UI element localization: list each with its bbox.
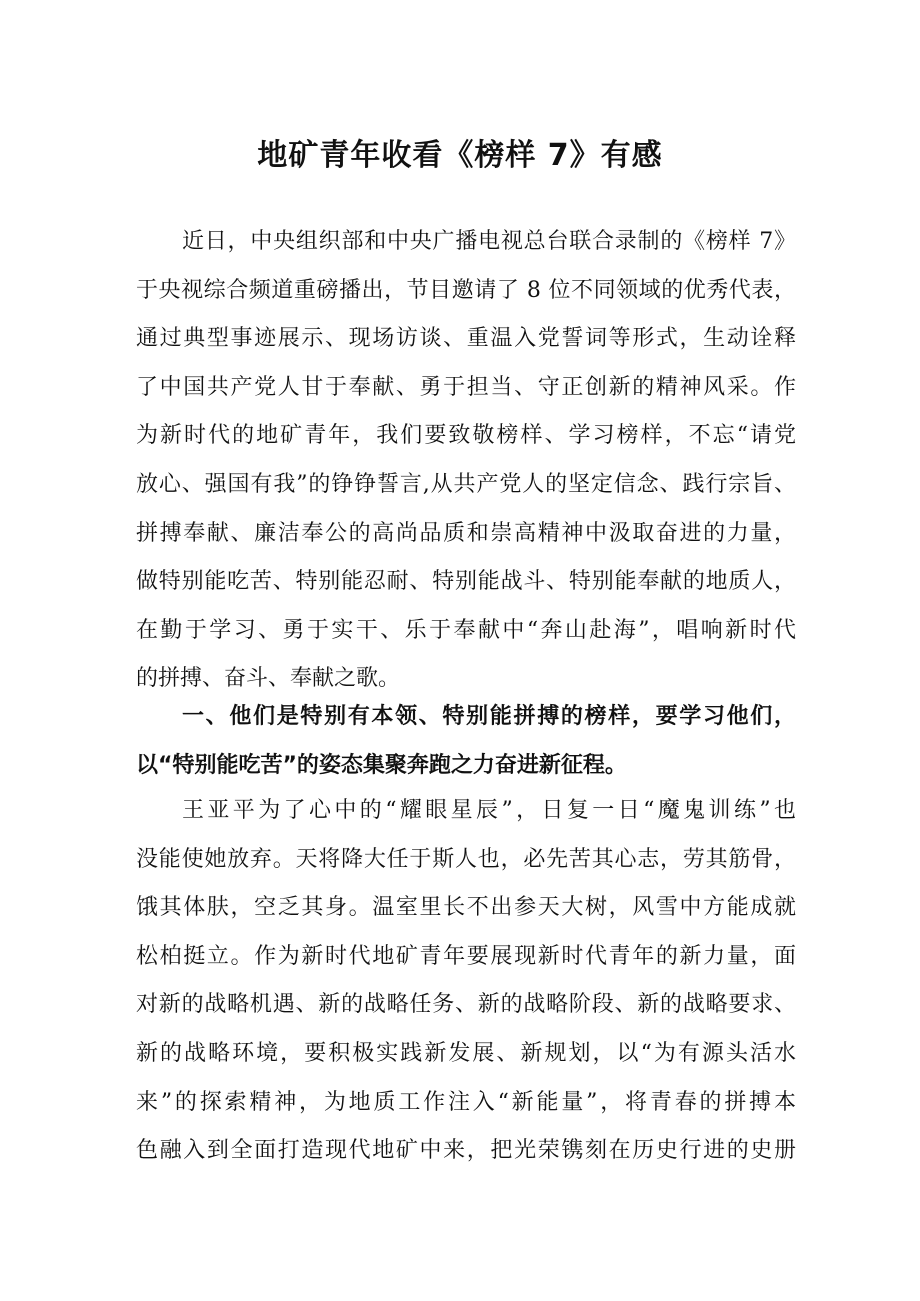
section-paragraph xyxy=(136,787,796,1176)
paragraph-line: 拼搏奉献、廉洁奉公的高尚品质和崇高精神中汲取奋进的力量， xyxy=(136,520,796,546)
paragraph-line: 来”的探索精神，为地质工作注入“新能量”，将青春的拼搏本 xyxy=(136,1089,796,1115)
paragraph-line: 通过典型事迹展示、现场访谈、重温入党誓词等形式，生动诠释 xyxy=(136,326,796,352)
paragraph-line: 没能使她放弃。天将降大任于斯人也，必先苦其心志，劳其筋骨， xyxy=(136,846,796,872)
paragraph-line: 新的战略环境，要积极实践新发展、新规划，以“为有源头活水 xyxy=(136,1040,796,1066)
paragraph-line: 在勤于学习、勇于实干、乐于奉献中“奔山赴海”，唱响新时代 xyxy=(136,617,796,643)
intro-paragraph xyxy=(136,218,796,704)
paragraph-line: 于央视综合频道重磅播出，节目邀请了 8 位不同领域的优秀代表， xyxy=(136,277,796,303)
paragraph-line: 近日，中央组织部和中央广播电视总台联合录制的《榜样 7》 xyxy=(182,229,796,254)
heading-line: 一、他们是特别有本领、特别能拼搏的榜样，要学习他们， xyxy=(182,704,796,729)
paragraph-line: 的拼搏、奋斗、奉献之歌。 xyxy=(136,666,401,692)
paragraph-line: 松柏挺立。作为新时代地矿青年要展现新时代青年的新力量，面 xyxy=(136,943,796,969)
section-heading xyxy=(136,693,796,790)
heading-line: 以“特别能吃苦”的姿态集聚奔跑之力奋进新征程。 xyxy=(136,752,627,778)
paragraph-line: 色融入到全面打造现代地矿中来，把光荣镌刻在历史行进的史册 xyxy=(136,1138,796,1164)
paragraph-line: 为新时代的地矿青年，我们要致敬榜样、学习榜样，不忘“请党 xyxy=(136,423,796,449)
paragraph-line: 饿其体肤，空乏其身。温室里长不出参天大树，风雪中方能成就 xyxy=(136,895,796,921)
paragraph-line: 王亚平为了心中的“耀眼星辰”，日复一日“魔鬼训练”也 xyxy=(182,798,796,823)
document-title: 地矿青年收看《榜样 7》有感 xyxy=(257,138,663,173)
paragraph-line: 了中国共产党人甘于奉献、勇于担当、守正创新的精神风采。作 xyxy=(136,374,796,400)
paragraph-line: 做特别能吃苦、特别能忍耐、特别能战斗、特别能奉献的地质人， xyxy=(136,569,796,595)
paragraph-line: 放心、强国有我”的铮铮誓言,从共产党人的坚定信念、践行宗旨、 xyxy=(136,471,796,497)
paragraph-line: 对新的战略机遇、新的战略任务、新的战略阶段、新的战略要求、 xyxy=(136,992,796,1018)
